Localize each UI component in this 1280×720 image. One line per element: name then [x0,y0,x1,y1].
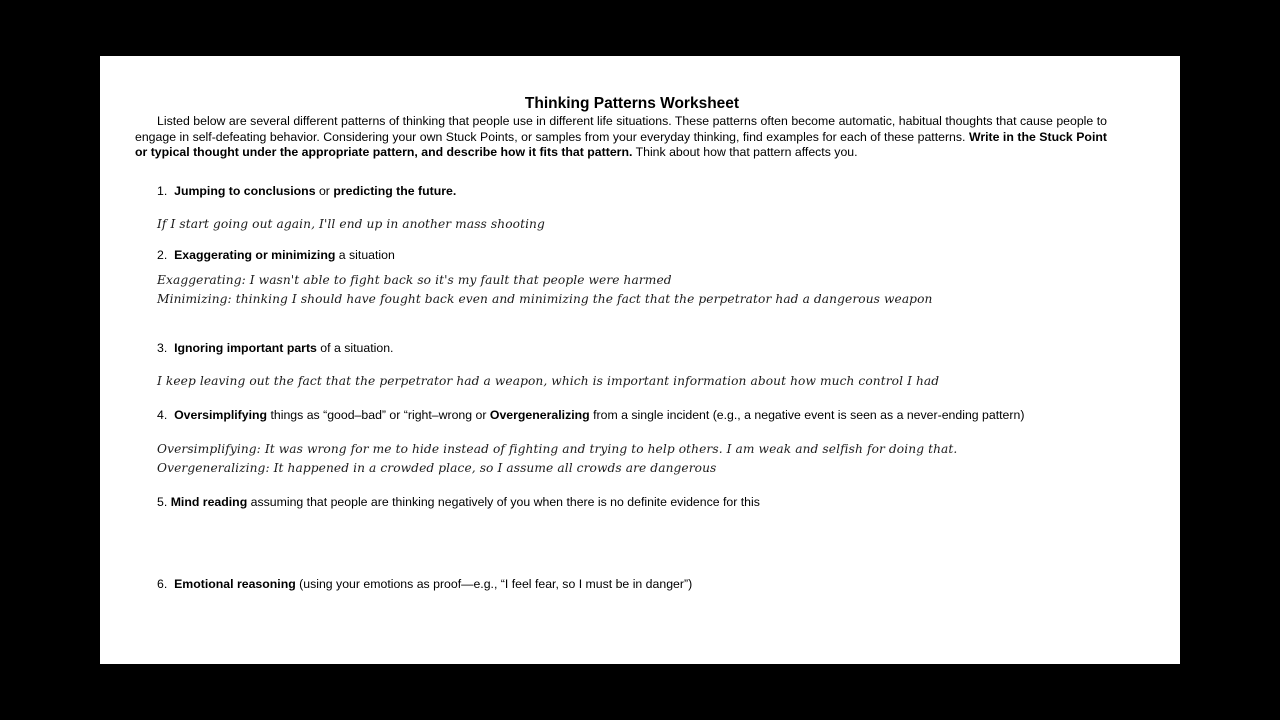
item-number: 4. [157,408,168,422]
intro-paragraph [135,114,1107,161]
item-heading: Jumping to conclusions [174,184,316,198]
item-text: (using your emotions as proof—e.g., “I feel fear, so I must be in danger”) [295,577,693,591]
intro-end: Think about how that pattern affects you. [635,145,858,159]
item-heading-2: Overgeneralizing [489,408,590,422]
item-text: assuming that people are thinking negatively of you when there is no definite evidence for this [247,495,760,509]
item-number: 5. [157,495,168,509]
item-text: or [315,184,334,198]
answer-line: I keep leaving out the fact that the perpetrator had a weapon, which is important information about how much control I had [157,374,940,388]
item-text: things as “good–bad” or “right–wrong or [267,408,490,422]
item-heading: Oversimplifying [174,408,268,422]
item-heading-2: predicting the future. [333,184,457,198]
worksheet-title: Thinking Patterns Worksheet [524,95,740,112]
item-text: of a situation. [316,341,394,355]
intro-bold: Write in the Stuck Point or typical thought under the appropriate pattern, and describe how it fits that pattern. [135,129,1107,159]
item-number: 2. [157,248,168,262]
answer-line: Oversimplifying: It was wrong for me to hide instead of fighting and trying to help others. I am weak and selfish for doing that. [157,442,958,456]
item-text: a situation [335,248,395,262]
item-heading: Exaggerating or minimizing [174,248,336,262]
item-jumping-to-conclusions [157,184,456,198]
intro-regular: Listed below are several different patterns of thinking that people use in different life situations. These patterns often become automatic, habitual thoughts that cause people to engage in self-defeating behavior. Considering your own Stuck Points, or samples from your everyday thinking, find examples for each of these patterns. [135,114,1107,144]
item-emotional-reasoning [157,577,692,591]
worksheet-page [100,56,1180,664]
item-exaggerating-minimizing [157,248,395,262]
answer-line: Exaggerating: I wasn't able to fight back so it's my fault that people were harmed [157,273,672,287]
item-mind-reading [157,495,760,509]
item-text-2: from a single incident (e.g., a negative event is seen as a never-ending pattern) [589,408,1025,422]
item-number: 6. [157,577,168,591]
item-heading: Mind reading [170,495,248,509]
item-ignoring-important-parts [157,341,393,355]
answer-line: Minimizing: thinking I should have fought back even and minimizing the fact that the perpetrator had a dangerous weapon [157,292,933,306]
item-oversimplifying [157,408,1024,422]
answer-line: If I start going out again, I'll end up in another mass shooting [157,217,545,231]
item-heading: Ignoring important parts [174,341,317,355]
answer-line: Overgeneralizing: It happened in a crowded place, so I assume all crowds are dangerous [157,461,717,475]
item-number: 1. [157,184,168,198]
item-number: 3. [157,341,168,355]
item-heading: Emotional reasoning [174,577,296,591]
